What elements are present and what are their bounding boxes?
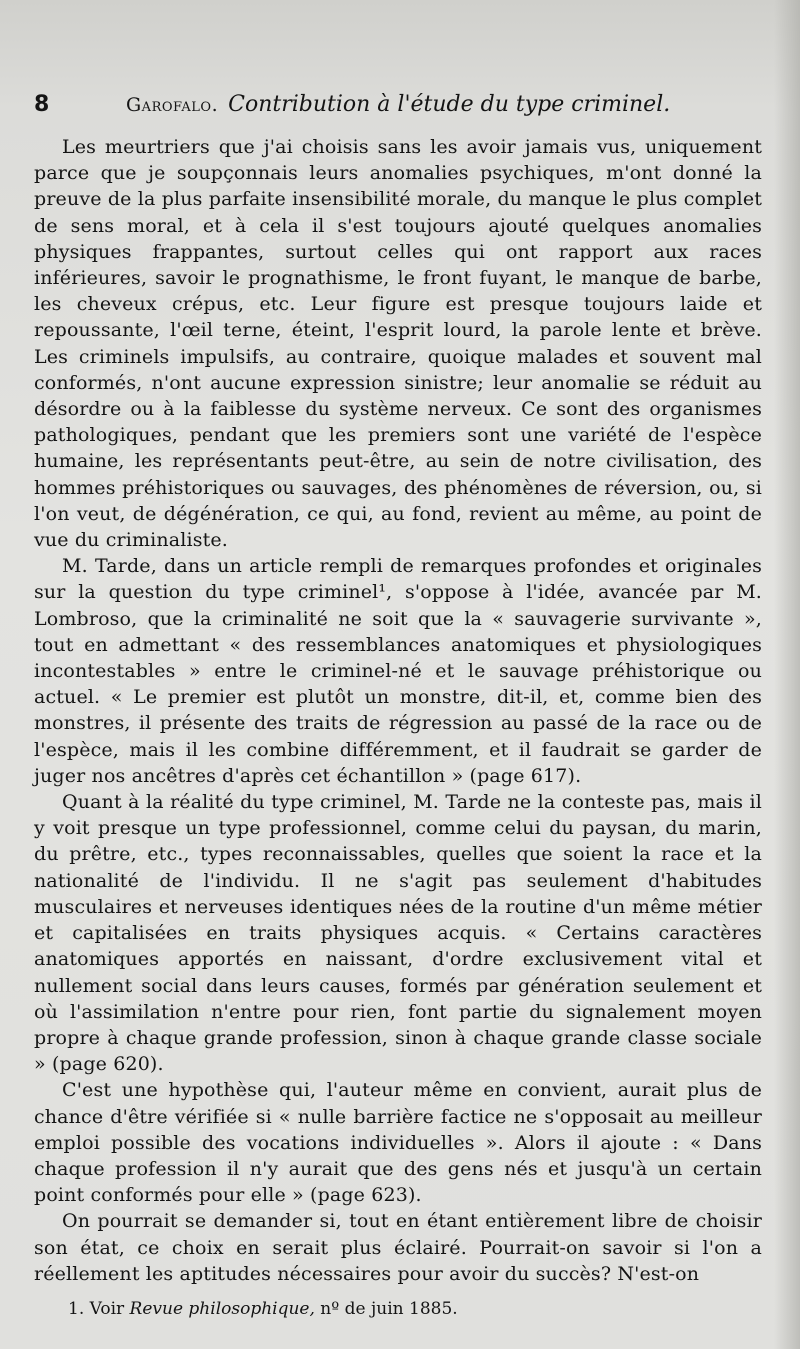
paragraph: Les meurtriers que j'ai choisis sans les avoir jamais vus, uniquement parce que je soupçonnais leurs anomalies psychiques, m'ont donné la preuve de la plus parfaite insensibilité morale, du manque le plus complet de sens moral, et à cela il s'est toujours ajouté quelques anomalies physiques frappantes, surtout celles qui ont rapport aux races inférieures, savoir le prognathisme, le front fuyant, le manque de barbe, les cheveux crépus, etc. Leur figure est presque toujours laide et repoussante, l'œil terne, éteint, l'esprit lourd, la parole lente et brève. Les criminels impulsifs, au contraire, quoique malades et souvent mal conformés, n'ont aucune expression sinistre; leur anomalie se réduit au désordre ou à la faiblesse du système nerveux. Ce sont des organismes pathologiques, pendant que les premiers sont une variété de l'espèce humaine, les représentants peut-être, au sein de notre civilisation, des hommes préhistoriques ou sauvages, des phénomènes de réversion, ou, si l'on veut, de dégénération, ce qui, au fond, revient au même, au point de vue du criminaliste.	[34, 136, 762, 552]
paragraph: On pourrait se demander si, tout en étant entièrement libre de choisir son état, ce choix en serait plus éclairé. Pourrait-on savoir si l'on a réellement les aptitudes nécessaires pour avoir du succès? N'est-on	[34, 1210, 762, 1285]
footnote-publication: Revue philosophique,	[129, 1298, 315, 1319]
paragraph: Quant à la réalité du type criminel, M. Tarde ne la conteste pas, mais il y voit presque un type professionnel, comme celui du paysan, du marin, du prêtre, etc., types reconnaissables, quelles que soient la race et la nationalité de l'individu. Il ne s'agit pas seulement d'habitudes musculaires et nerveuses identiques nées de la routine d'un même métier et capitalisées en traits physiques acquis. « Certains caractères anatomiques apportés en naissant, d'ordre exclusivement vital et nullement social dans leurs causes, formés par génération seulement et où l'assimilation n'entre pour rien, font partie du signalement moyen propre à chaque grande profession, sinon à chaque grande classe sociale » (page 620).	[34, 791, 762, 1076]
paragraph: C'est une hypothèse qui, l'auteur même en convient, aurait plus de chance d'être vérifiée si « nulle barrière factice ne s'opposait au meilleur emploi possible des vocations individuelles ». Alors il ajoute : « Dans chaque profession il n'y aurait que des gens nés et jusqu'à un certain point conformés pour elle » (page 623).	[34, 1079, 762, 1207]
page-number: 8	[34, 92, 50, 117]
running-head-title: Contribution à l'étude du type criminel.	[228, 92, 671, 117]
running-head	[34, 92, 762, 128]
footnote-marker: 1. Voir	[68, 1298, 125, 1319]
footnote-rest: nº de juin 1885.	[320, 1298, 458, 1319]
footnote	[34, 1297, 762, 1321]
paragraph: M. Tarde, dans un article rempli de remarques profondes et originales sur la question du type criminel¹, s'oppose à l'idée, avancée par M. Lombroso, que la criminalité ne soit que la « sauvagerie survivante », tout en admettant « des ressemblances anatomiques et physiologiques incontestables » entre le criminel-né et le sauvage préhistorique ou actuel. « Le premier est plutôt un monstre, dit-il, et, comme bien des monstres, il présente des traits de régression au passé de la race ou de l'espèce, mais il les combine différemment, et il faudrait se garder de juger nos ancêtres d'après cet échantillon » (page 617).	[34, 555, 762, 787]
body-text	[34, 134, 762, 1287]
running-head-author: Garofalo.	[126, 94, 219, 116]
page-edge-shadow	[774, 0, 800, 1349]
